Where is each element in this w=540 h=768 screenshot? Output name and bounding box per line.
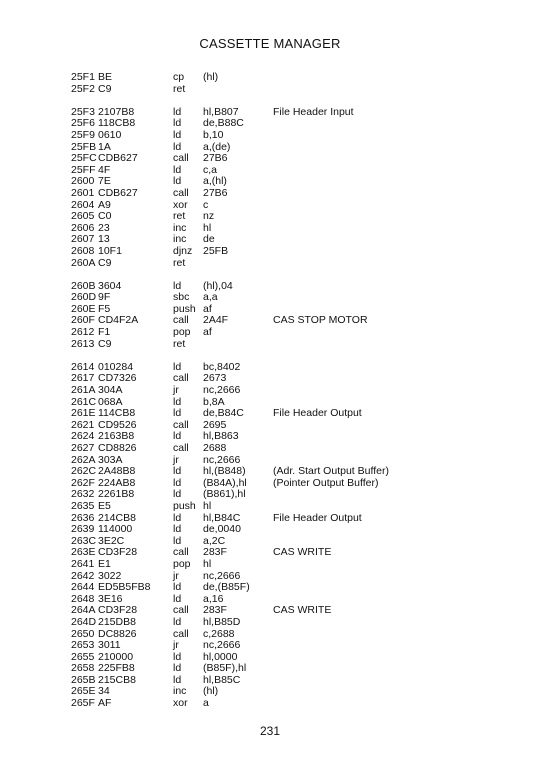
comment-cell [273,153,491,165]
mnemonic-cell: jr [173,453,179,466]
mnemonic-cell: jr [173,569,179,582]
opcode-bytes-cell: 224AB8 [98,476,136,489]
address-cell: 2608 [71,244,95,257]
comment-cell [273,211,491,223]
address-cell: 264D [71,615,97,628]
operand-cell: hl [203,499,212,512]
operand-cell: a,16 [203,592,224,605]
opcode-bytes-cell: 2A48B8 [98,465,136,478]
listing-row [71,582,491,594]
mnemonic-cell: pop [173,557,191,570]
opcode-bytes-cell: CD7326 [98,372,137,385]
comment-cell [273,617,491,629]
mnemonic-cell: ld [173,511,182,524]
mnemonic-cell: jr [173,384,179,397]
opcode-bytes-cell: 10F1 [98,244,122,257]
operand-cell: de,(B85F) [203,581,250,594]
operand-cell: hl,B85D [203,615,241,628]
mnemonic-cell: ld [173,615,182,628]
mnemonic-cell: ld [173,673,182,686]
address-cell: 2650 [71,627,95,640]
opcode-bytes-cell: 225FB8 [98,662,135,675]
mnemonic-cell: call [173,418,189,431]
operand-cell: b,10 [203,128,224,141]
address-cell: 260F [71,314,95,327]
mnemonic-cell: ret [173,82,186,95]
mnemonic-cell: push [173,499,196,512]
comment-cell [273,559,491,571]
address-cell: 2627 [71,442,95,454]
address-cell: 2613 [71,337,95,350]
operand-cell: (B84A),hl [203,476,247,489]
listing-row [71,443,491,455]
operand-cell: de [203,233,215,246]
opcode-bytes-cell: CD9526 [98,418,137,431]
opcode-bytes-cell: CD8826 [98,442,137,454]
operand-cell: de,B84C [203,407,244,420]
address-cell: 263E [71,546,96,559]
operand-cell: hl,(B848) [203,465,246,478]
comment-cell [273,524,491,536]
opcode-bytes-cell: 4F [98,163,111,176]
mnemonic-cell: ld [173,650,182,663]
mnemonic-cell: ld [173,140,182,153]
operand-cell: 27B6 [203,152,228,165]
address-cell: 2639 [71,523,95,536]
opcode-bytes-cell: 3604 [98,279,122,292]
opcode-bytes-cell: A9 [98,198,111,211]
opcode-bytes-cell: 210000 [98,650,134,663]
operand-cell: hl [203,221,212,234]
code-block [71,72,491,95]
listing-row [71,629,491,641]
address-cell: 265F [71,697,95,710]
address-cell: 264A [71,604,96,617]
address-cell: 2635 [71,499,95,512]
address-cell: 265E [71,685,96,698]
opcode-bytes-cell: C9 [98,82,112,95]
operand-cell: nc,2666 [203,384,241,397]
listing-row [71,489,491,501]
operand-cell: c [203,198,209,211]
listing-row [71,130,491,142]
mnemonic-cell: ld [173,407,182,420]
opcode-bytes-cell: 2107B8 [98,105,135,118]
mnemonic-cell: xor [173,697,188,710]
operand-cell: 27B6 [203,186,228,199]
listing-row [71,339,491,351]
comment-cell [273,443,491,455]
comment-cell [273,489,491,501]
address-cell: 25F2 [71,82,95,95]
comment-cell [273,200,491,212]
opcode-bytes-cell: AF [98,697,112,710]
listing-row [71,640,491,652]
operand-cell: a,a [203,291,218,304]
listing-row [71,72,491,84]
address-cell: 261A [71,384,96,397]
address-cell: 2607 [71,233,95,246]
address-cell: 2601 [71,186,95,199]
comment-cell [273,72,491,84]
address-cell: 263C [71,534,97,547]
comment-cell [273,118,491,130]
address-cell: 25FB [71,140,97,153]
operand-cell: hl,B807 [203,105,239,118]
opcode-bytes-cell: 23 [98,221,110,234]
listing-row [71,617,491,629]
operand-cell [203,339,273,351]
mnemonic-cell: call [173,314,189,327]
opcode-bytes-cell: CD3F28 [98,546,138,559]
opcode-bytes-cell: E1 [98,557,111,570]
comment-cell [273,675,491,687]
comment-cell: CAS WRITE [273,546,332,559]
operand-cell: (B861),hl [203,488,246,501]
comment-cell: File Header Input [273,105,354,118]
address-cell: 2641 [71,557,95,570]
operand-cell: hl,0000 [203,650,238,663]
mnemonic-cell: call [173,627,189,640]
mnemonic-cell: ret [173,210,186,223]
assembly-listing [71,72,491,721]
address-cell: 261C [71,395,97,408]
comment-cell [273,501,491,513]
operand-cell: a,(de) [203,140,231,153]
mnemonic-cell: ld [173,163,182,176]
address-cell: 2614 [71,360,95,373]
listing-row [71,84,491,96]
opcode-bytes-cell: F1 [98,326,111,339]
mnemonic-cell: ld [173,279,182,292]
operand-cell: (hl) [203,685,219,698]
address-cell: 262F [71,476,95,489]
address-cell: 2612 [71,326,95,339]
opcode-bytes-cell: CD4F2A [98,314,139,327]
address-cell: 2644 [71,581,95,594]
address-cell: 2617 [71,372,95,385]
mnemonic-cell: djnz [173,244,193,257]
mnemonic-cell: call [173,186,189,199]
operand-cell: de,B88C [203,117,244,130]
mnemonic-cell: ld [173,360,182,373]
mnemonic-cell: xor [173,198,188,211]
operand-cell: b,8A [203,395,225,408]
operand-cell: 2688 [203,442,227,454]
operand-cell: a [203,697,209,710]
comment-cell [273,431,491,443]
opcode-bytes-cell: 2163B8 [98,430,135,443]
comment-cell [273,292,491,304]
opcode-bytes-cell: 214CB8 [98,511,136,524]
address-cell: 2621 [71,418,95,431]
address-cell: 25FC [71,152,97,165]
operand-cell [203,258,273,270]
code-block [71,107,491,269]
mnemonic-cell: ld [173,465,182,478]
address-cell: 25F9 [71,128,95,141]
comment-cell [273,223,491,235]
comment-cell [273,420,491,432]
comment-cell: File Header Output [273,407,362,420]
opcode-bytes-cell: C0 [98,210,112,223]
comment-cell [273,246,491,258]
mnemonic-cell: ld [173,175,182,188]
comment-cell [273,686,491,698]
address-cell: 2600 [71,175,95,188]
operand-cell: (hl),04 [203,279,233,292]
mnemonic-cell: ret [173,337,186,350]
opcode-bytes-cell: 9F [98,291,111,304]
operand-cell: a,2C [203,534,226,547]
address-cell: 260A [71,256,96,269]
comment-cell: (Adr. Start Output Buffer) [273,465,389,478]
opcode-bytes-cell: 7E [98,175,111,188]
address-cell: 2653 [71,639,95,652]
listing-row [71,165,491,177]
address-cell: 260B [71,279,96,292]
mnemonic-cell: cp [173,71,185,83]
operand-cell: nc,2666 [203,639,241,652]
opcode-bytes-cell: 3E2C [98,534,125,547]
listing-row [71,327,491,339]
address-cell: 2648 [71,592,95,605]
opcode-bytes-cell: C9 [98,256,112,269]
comment-cell [273,698,491,710]
mnemonic-cell: ld [173,523,182,536]
opcode-bytes-cell: F5 [98,302,111,315]
opcode-bytes-cell: 2261B8 [98,488,135,501]
operand-cell: 2695 [203,418,227,431]
comment-cell [273,385,491,397]
comment-cell [273,258,491,270]
address-cell: 2606 [71,221,95,234]
listing-row [71,698,491,710]
comment-cell [273,130,491,142]
operand-cell: bc,8402 [203,360,241,373]
page-number: 231 [259,724,281,738]
listing-row [71,223,491,235]
comment-cell [273,176,491,188]
comment-cell: (Pointer Output Buffer) [273,476,379,489]
opcode-bytes-cell: 215DB8 [98,615,136,628]
operand-cell [203,84,273,96]
operand-cell: 2A4F [203,314,229,327]
listing-row [71,292,491,304]
comment-cell: CAS WRITE [273,604,332,617]
opcode-bytes-cell: 3011 [98,639,121,652]
comment-cell [273,188,491,200]
listing-row [71,686,491,698]
opcode-bytes-cell: 215CB8 [98,673,136,686]
mnemonic-cell: call [173,372,189,385]
address-cell: 262A [71,453,96,466]
opcode-bytes-cell: 1A [98,140,111,153]
mnemonic-cell: pop [173,326,191,339]
operand-cell: de,0040 [203,523,241,536]
address-cell: 260E [71,302,96,315]
comment-cell [273,362,491,374]
listing-row [71,281,491,293]
page-title: CASSETTE MANAGER [199,36,341,51]
operand-cell: hl,B85C [203,673,241,686]
address-cell: 261E [71,407,96,420]
listing-row [71,258,491,270]
mnemonic-cell: ld [173,105,182,118]
comment-cell [273,327,491,339]
mnemonic-cell: ld [173,592,182,605]
address-cell: 25F6 [71,117,95,130]
opcode-bytes-cell: 3022 [98,569,122,582]
comment-cell [273,663,491,675]
opcode-bytes-cell: 114000 [98,523,133,536]
listing-row [71,373,491,385]
opcode-bytes-cell: 13 [98,233,110,246]
opcode-bytes-cell: CD3F28 [98,604,138,617]
address-cell: 265B [71,673,96,686]
comment-cell [273,339,491,351]
mnemonic-cell: ld [173,430,182,443]
comment-cell [273,165,491,177]
mnemonic-cell: inc [173,685,187,698]
mnemonic-cell: ld [173,581,182,594]
mnemonic-cell: call [173,546,189,559]
listing-row [71,234,491,246]
comment-cell: CAS STOP MOTOR [273,314,368,327]
opcode-bytes-cell: 0610 [98,128,122,141]
mnemonic-cell: ld [173,662,182,675]
address-cell: 2636 [71,511,95,524]
operand-cell: nz [203,210,215,223]
listing-row [71,211,491,223]
operand-cell: hl [203,557,212,570]
opcode-bytes-cell: ED5B5FB8 [98,581,151,594]
comment-cell [273,582,491,594]
opcode-bytes-cell: 303A [98,453,123,466]
operand-cell: 25FB [203,244,229,257]
opcode-bytes-cell: C9 [98,337,112,350]
mnemonic-cell: ld [173,476,182,489]
opcode-bytes-cell: 34 [98,685,110,698]
mnemonic-cell: ld [173,128,182,141]
address-cell: 260D [71,291,97,304]
comment-cell [273,571,491,583]
listing-row [71,478,491,490]
listing-row [71,501,491,513]
opcode-bytes-cell: BE [98,71,113,83]
listing-row [71,188,491,200]
mnemonic-cell: call [173,442,189,454]
operand-cell: hl,B863 [203,430,239,443]
listing-row [71,153,491,165]
comment-cell [273,373,491,385]
listing-row [71,385,491,397]
operand-cell: af [203,302,212,315]
listing-row [71,513,491,525]
opcode-bytes-cell: 304A [98,384,123,397]
mnemonic-cell: push [173,302,196,315]
operand-cell: (hl) [203,71,219,83]
listing-row [71,315,491,327]
operand-cell: 2673 [203,372,227,385]
comment-cell [273,629,491,641]
operand-cell: af [203,326,212,339]
address-cell: 25FF [71,163,96,176]
opcode-bytes-cell: CDB627 [98,186,138,199]
opcode-bytes-cell: DC8826 [98,627,137,640]
operand-cell: c,2688 [203,627,235,640]
opcode-bytes-cell: 118CB8 [98,117,136,130]
listing-row [71,547,491,559]
mnemonic-cell: call [173,152,189,165]
address-cell: 2632 [71,488,95,501]
mnemonic-cell: ld [173,534,182,547]
comment-cell [273,142,491,154]
mnemonic-cell: inc [173,233,187,246]
listing-row [71,246,491,258]
comment-cell [273,640,491,652]
listing-row [71,118,491,130]
listing-row [71,200,491,212]
address-cell: 25F3 [71,105,95,118]
address-cell: 2624 [71,430,95,443]
code-block [71,281,491,351]
comment-cell [273,652,491,664]
address-cell: 2658 [71,662,95,675]
comment-cell: File Header Output [273,511,362,524]
mnemonic-cell: inc [173,221,187,234]
opcode-bytes-cell: E5 [98,499,111,512]
comment-cell [273,84,491,96]
comment-cell [273,234,491,246]
opcode-bytes-cell: CDB627 [98,152,138,165]
operand-cell: c,a [203,163,218,176]
mnemonic-cell: ld [173,488,182,501]
address-cell: 2605 [71,210,95,223]
mnemonic-cell: call [173,604,189,617]
listing-row [71,420,491,432]
operand-cell: nc,2666 [203,569,241,582]
address-cell: 2642 [71,569,95,582]
listing-row [71,559,491,571]
mnemonic-cell: ret [173,256,186,269]
comment-cell [273,281,491,293]
mnemonic-cell: ld [173,117,182,130]
operand-cell: 283F [203,604,227,617]
mnemonic-cell: jr [173,639,179,652]
listing-row [71,675,491,687]
address-cell: 25F1 [71,71,95,83]
operand-cell: a,(hl) [203,175,227,188]
code-block [71,362,491,710]
address-cell: 262C [71,465,97,478]
operand-cell: hl,B84C [203,511,241,524]
opcode-bytes-cell: 068A [98,395,123,408]
mnemonic-cell: ld [173,395,182,408]
opcode-bytes-cell: 010284 [98,360,134,373]
opcode-bytes-cell: 3E16 [98,592,123,605]
listing-row [71,524,491,536]
address-cell: 2655 [71,650,95,663]
operand-cell: 283F [203,546,227,559]
mnemonic-cell: sbc [173,291,190,304]
address-cell: 2604 [71,198,95,211]
operand-cell: (B85F),hl [203,662,247,675]
opcode-bytes-cell: 114CB8 [98,407,136,420]
operand-cell: nc,2666 [203,453,241,466]
